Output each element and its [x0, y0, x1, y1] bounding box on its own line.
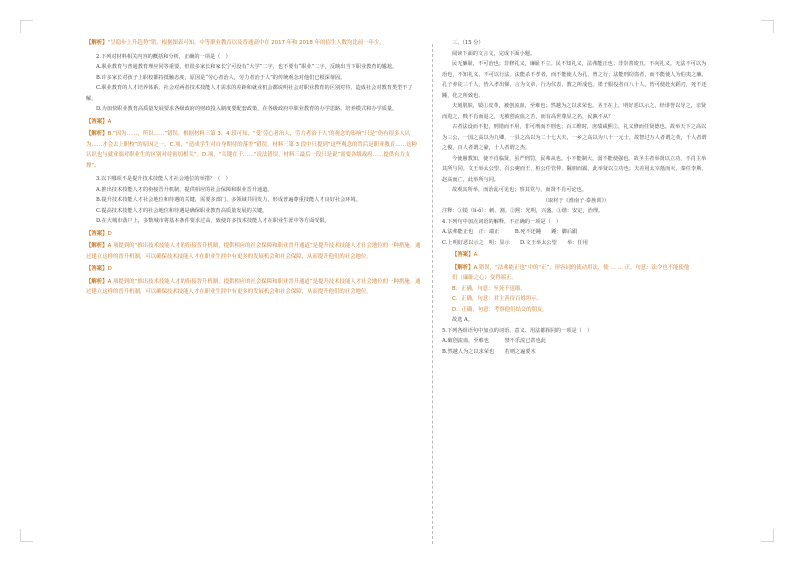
analysis-4-c: C．正确，句意：君主善待百姓坦示。 [452, 296, 543, 302]
passage-paragraph-4: 今使愚教知，使不肖临贤，虽严刑罚，民弗从也。小不能制大，弱不能使强也。故圣主者举贤以立功，不肖主举其所与同。文王举太公望、召公奭而王，桓公任管仲、隰朋而霸，此举贤以立功也；夫差用太宰嚭而灭，秦任李斯、赵高而亡，此举所与同。 [442, 155, 707, 183]
section-intro: 阅读下面的文言文，完成下面小题。 [452, 50, 536, 57]
answer-3: 【答案】D [86, 230, 112, 237]
option-2d: D.为加快职业教育高质量发展要求各级政府的财政投入制度要配套政策，在各级政府中职业教育的办学思路、培养模式和办学质量。 [96, 106, 398, 112]
analysis-4: 【解析】A.错误，“法弗能正也”中的“正”，形容词的使动用法，使 … … 正。句意：法令也不能使他 [452, 264, 690, 271]
analysis-2: 【解析】B.“因为……，所以……”错误。根据材料三第 3、4 段可知，“受‘劳心者治人，劳力者治于人’的观念的影响”只是“仍有很多人认为……才会去上职校”的原因之一。C.项，“造成学生对自身期待的落差”错误。材料三第 3 段中只提到“这些观念的背后是职业教育……这种认识也与就业端对职业生的区别对待密切相关”。D.项，“关键在于……”说法错误，材料三最后一段只是说“需要各级政府……提供有力支撑”。 [86, 131, 417, 169]
crop-mark [761, 529, 774, 542]
right-column [442, 38, 710, 357]
option-3b: B.提升技术技能人才社会地位和待遇的关键，需要多部门、多领域共同发力，形成普遍尊重技能人才良好社会环境。 [96, 197, 361, 203]
passage-paragraph-5: 故观其所举，而治乱可见也；察其党与，而贤不肖可论也。 [452, 187, 587, 193]
analysis-4-cont: 们（廉耻之心）变得端正。 [452, 275, 517, 281]
option-4ab: A.法弗能正也 正：端正 B.死不还踵 踵：脚后跟 [442, 229, 578, 235]
crop-mark [761, 20, 774, 33]
analysis-1: 【解析】“呈稳步上升趋势”错，根据图表可知，中等职业教育以及普通高中在 2017 年和 2018 年的招生人数均比前一年少。 [86, 40, 385, 46]
passage-notes: 注释：①镜（lí-ǒ）：刺、割。②熙：光明，兴盛。③谐：安定，治理。 [442, 208, 604, 214]
option-3c: C.提高技术技能人才的社会地位和待遇是确保职业教育高质量发展的关键。 [96, 207, 268, 214]
crop-mark [20, 20, 33, 33]
option-2c: C.职业教育的人才培养体系、社会对两者技术技能人才需求的差距和就业机会都说明社会对职业教育的区别对待，造成社会对教育类型不了解。 [86, 85, 413, 102]
option-4cd: C.上明好恶以示之 明：显示 D.文王举太公望 举：任用 [442, 239, 588, 246]
answer-2: 【答案】A [86, 118, 112, 125]
option-2b: B.许多家长对孩子上职校都持抵触态度，原因是“劳心者治人，劳力者治于人”的传统观念对他们已根深蒂固。 [96, 74, 346, 81]
passage-paragraph-3: 古者法设而不犯，刑错而不用，非可刑而不刑也；百工维时，庶绩咸熙②，礼义修而任贤德也。故举天下之高以为三公，一国之高以为九卿，一县之高以为二十七大夫，一乡之高以为八十一元士。故智过万人者谓之英，千人者谓之俊，百人者谓之豪，十人者谓之杰。 [442, 124, 707, 151]
option-5a: A.破创流血，至难也 禁不乐流已甚也此 [442, 338, 546, 344]
question-5: 5.下列各组语句中加点的词语，意义、用法都相同的一项是（ ） [442, 327, 593, 334]
option-5b: B.然越人为之以求荣也 若则之遍要木 [442, 348, 536, 355]
passage-paragraph-1: 民无廉耻，不可治也；非修礼义，廉耻不立。民不知礼义，法弗能正也；非崇善废丑，不向礼义。无法不可以为治也，不知礼义，不可以行法。法能杀不孝者，而不能使人为孔、曾之行；法能刑窃盗者，而不能使人为伯夷之廉。孔子养徒三千人，皆入孝出悌，言为文章，行为仪表，教之所成也。墨子服役者百八十人，皆可使赴火蹈刃，死不还踵，化之所致也。 [442, 61, 707, 99]
passage-source: （取材于《淮南子·泰族训》） [542, 197, 610, 204]
question-4: 4.下列句中加点词语的解释，不正确的一项是（ ） [442, 218, 562, 225]
analysis-4-d: D．正确，句意：考察他们结交的朋友。 [452, 306, 548, 313]
option-3a: A.推出技术技能人才的衔接晋升机制，提供相应的社会保障和职业晋升通道。 [96, 186, 273, 193]
analysis-3-repeat: 【解析】A 项提到的“推出技术技能人才的衔接晋升机制，提供相应的社会保障和职业晋升通道”是提升技术技能人才社会地位的一种措施。通过建立这样的晋升机制，可以确保技术技能人才在职业生涯中有更多的发展机会和社会保障，从而提升他们的社会地位。 [86, 278, 421, 295]
column-divider [432, 44, 433, 544]
option-2a: A.职业教育与普通教育理应同等重要，但很多家长和家长宁可没有“大学”二字，也不要有“职业”二字，反映出当下职业教育的尴尬。 [96, 64, 398, 70]
answer-choice: 故选 A。 [452, 317, 473, 323]
question-3: 3.以下哪项不是提升技术技能人才社会地位的举措？（ ） [96, 176, 231, 182]
section-heading: 三、（15 分） [452, 40, 484, 46]
answer-4: 【答案】A [452, 252, 478, 258]
left-column [86, 38, 422, 298]
passage-paragraph-2: 夫刻肌肤，镜①皮革，被创流血，至难也；然越为之以求荣也。圣王在上，明好恶以示之，经诽誉以导之，亲贤而进之，贱不肖而退之，无被创流血之苦，而有高世尊显之名，民孰不从？ [442, 103, 707, 120]
crop-mark [20, 529, 33, 542]
option-3d: D.在大城市落户上，多数城市将基本条件要求过高，致使许多技术技能人才在职业生涯中等方面受限。 [96, 218, 330, 224]
analysis-3: 【解析】A 项提到的“推出技术技能人才的衔接晋升机制，提供相应的社会保障和职业晋升通道”是提升技术技能人才社会地位的一种措施。通过建立这样的晋升机制，可以确保技术技能人才在职业生涯中有更多的发展机会和社会保障，从而提升他们的社会地位。 [86, 243, 421, 260]
question-2: 2.下列对材料相关内容的概括和分析，正确的一项是（ ） [96, 53, 231, 60]
analysis-4-b: B．正确，句意：至死不退缩。 [452, 285, 526, 292]
answer-3-repeat: 【答案】D [86, 266, 112, 272]
